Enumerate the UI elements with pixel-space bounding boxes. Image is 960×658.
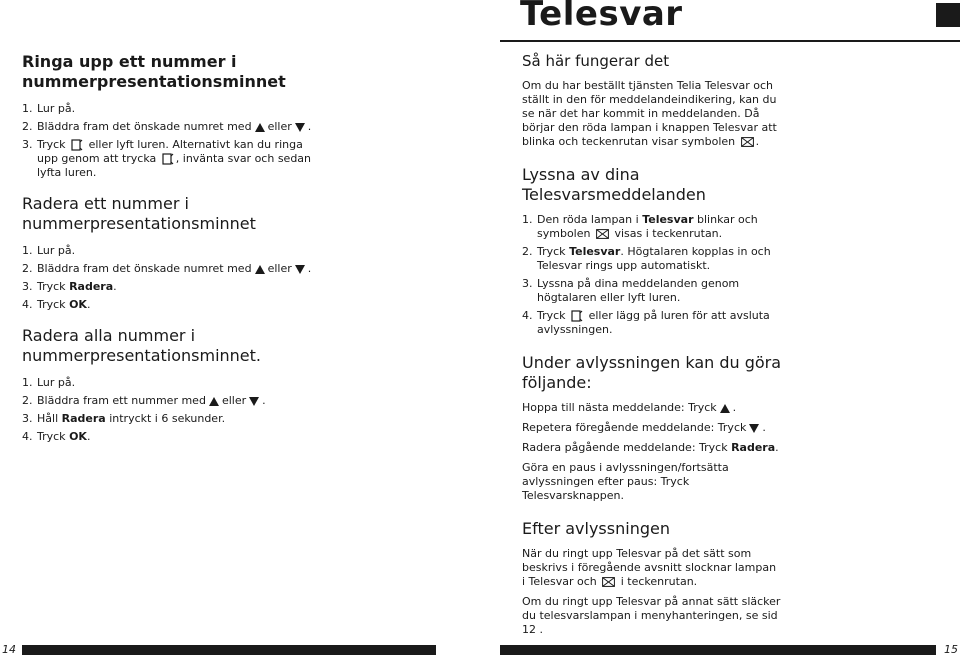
phone-icon bbox=[571, 310, 583, 322]
section-title-during-listening: Under avlyssningen kan du göra följande: bbox=[522, 353, 782, 392]
section-title-delete-one: Radera ett nummer i nummerpresentationsminnet bbox=[22, 194, 256, 233]
arrow-up-icon bbox=[255, 123, 265, 132]
list-item: 1. Lur på. bbox=[22, 244, 76, 257]
corner-marker bbox=[936, 3, 960, 27]
section-title-after-listening: Efter avlyssningen bbox=[522, 519, 670, 538]
after-para-2: Om du ringt upp Telesvar på annat sätt släcker du telesvarslampan i menyhanteringen, se sid 12 . bbox=[522, 595, 781, 636]
after-para-1: När du ringt upp Telesvar på det sätt som beskrivs i föregående avsnitt slocknar lampan i Telesvar och i teckenrutan. bbox=[522, 547, 777, 588]
list-item: 4. Tryck OK. bbox=[22, 298, 91, 311]
list-item: 3. Lyssna på dina meddelanden genom högtalaren eller lyft luren. bbox=[522, 277, 740, 304]
list-item: 1. Lur på. bbox=[22, 376, 76, 389]
delete-all-steps bbox=[22, 376, 312, 444]
arrow-up-icon bbox=[255, 265, 265, 274]
arrow-down-icon bbox=[749, 424, 759, 433]
left-column bbox=[22, 52, 312, 448]
page-title: Telesvar bbox=[520, 0, 683, 34]
list-item: 1. Lur på. bbox=[22, 102, 76, 115]
page-number-left: 14 bbox=[2, 643, 16, 656]
arrow-up-icon bbox=[209, 397, 219, 406]
envelope-icon bbox=[741, 137, 754, 147]
phone-icon bbox=[71, 139, 83, 151]
page-number-right: 15 bbox=[944, 643, 958, 656]
arrow-down-icon bbox=[295, 265, 305, 274]
list-item: 2. Bläddra fram ett nummer med eller . bbox=[22, 394, 266, 407]
footer-bar-right bbox=[500, 645, 936, 655]
envelope-icon bbox=[602, 577, 615, 587]
header-rule bbox=[500, 40, 960, 42]
footer-bar-left bbox=[22, 645, 436, 655]
list-item: 1. Den röda lampan i Telesvar blinkar och symbolen visas i teckenrutan. bbox=[522, 213, 758, 240]
section-title-how-it-works: Så här fungerar det bbox=[522, 52, 670, 70]
arrow-up-icon bbox=[720, 404, 730, 413]
arrow-down-icon bbox=[295, 123, 305, 132]
during-line-next: Hoppa till nästa meddelande: Tryck . bbox=[522, 401, 737, 414]
section-title-ring-up: Ringa upp ett nummer i nummerpresentationsminnet bbox=[22, 52, 286, 91]
section-title-delete-all: Radera alla nummer i nummerpresentationsminnet. bbox=[22, 326, 261, 365]
list-item: 2. Bläddra fram det önskade numret med eller . bbox=[22, 262, 312, 275]
list-item: 4. Tryck eller lägg på luren för att avsluta avlyssningen. bbox=[522, 309, 770, 336]
envelope-icon bbox=[596, 229, 609, 239]
list-item: 3. Tryck Radera. bbox=[22, 280, 117, 293]
list-item: 4. Tryck OK. bbox=[22, 430, 91, 443]
list-item: 2. Bläddra fram det önskade numret med eller . bbox=[22, 120, 312, 133]
during-line-repeat: Repetera föregående meddelande: Tryck . bbox=[522, 421, 766, 434]
section-title-listen: Lyssna av dina Telesvarsmeddelanden bbox=[522, 165, 706, 204]
ring-up-steps bbox=[22, 102, 312, 180]
delete-one-steps bbox=[22, 244, 312, 312]
listen-steps bbox=[522, 213, 782, 337]
list-item: 3. Håll Radera intryckt i 6 sekunder. bbox=[22, 412, 226, 425]
how-it-works-body: Om du har beställt tjänsten Telia Telesvar och ställt in den för meddelandeindikering, kan du se när det har kommit in meddelanden. Då börjar den röda lampan i knappen Telesvar att blinka och teckenrutan visar symbolen . bbox=[522, 79, 777, 148]
during-line-delete: Radera pågående meddelande: Tryck Radera. bbox=[522, 441, 779, 454]
phone-icon bbox=[162, 153, 174, 165]
list-item: 2. Tryck Telesvar. Högtalaren kopplas in och Telesvar rings upp automatiskt. bbox=[522, 245, 771, 272]
arrow-down-icon bbox=[249, 397, 259, 406]
during-line-pause: Göra en paus i avlyssningen/fortsätta avlyssningen efter paus: Tryck Telesvarsknappen. bbox=[522, 461, 729, 502]
list-item: 3. Tryck eller lyft luren. Alternativt kan du ringa upp genom att trycka , invänta svar och sedan lyfta luren. bbox=[22, 138, 312, 179]
right-column bbox=[522, 52, 782, 643]
